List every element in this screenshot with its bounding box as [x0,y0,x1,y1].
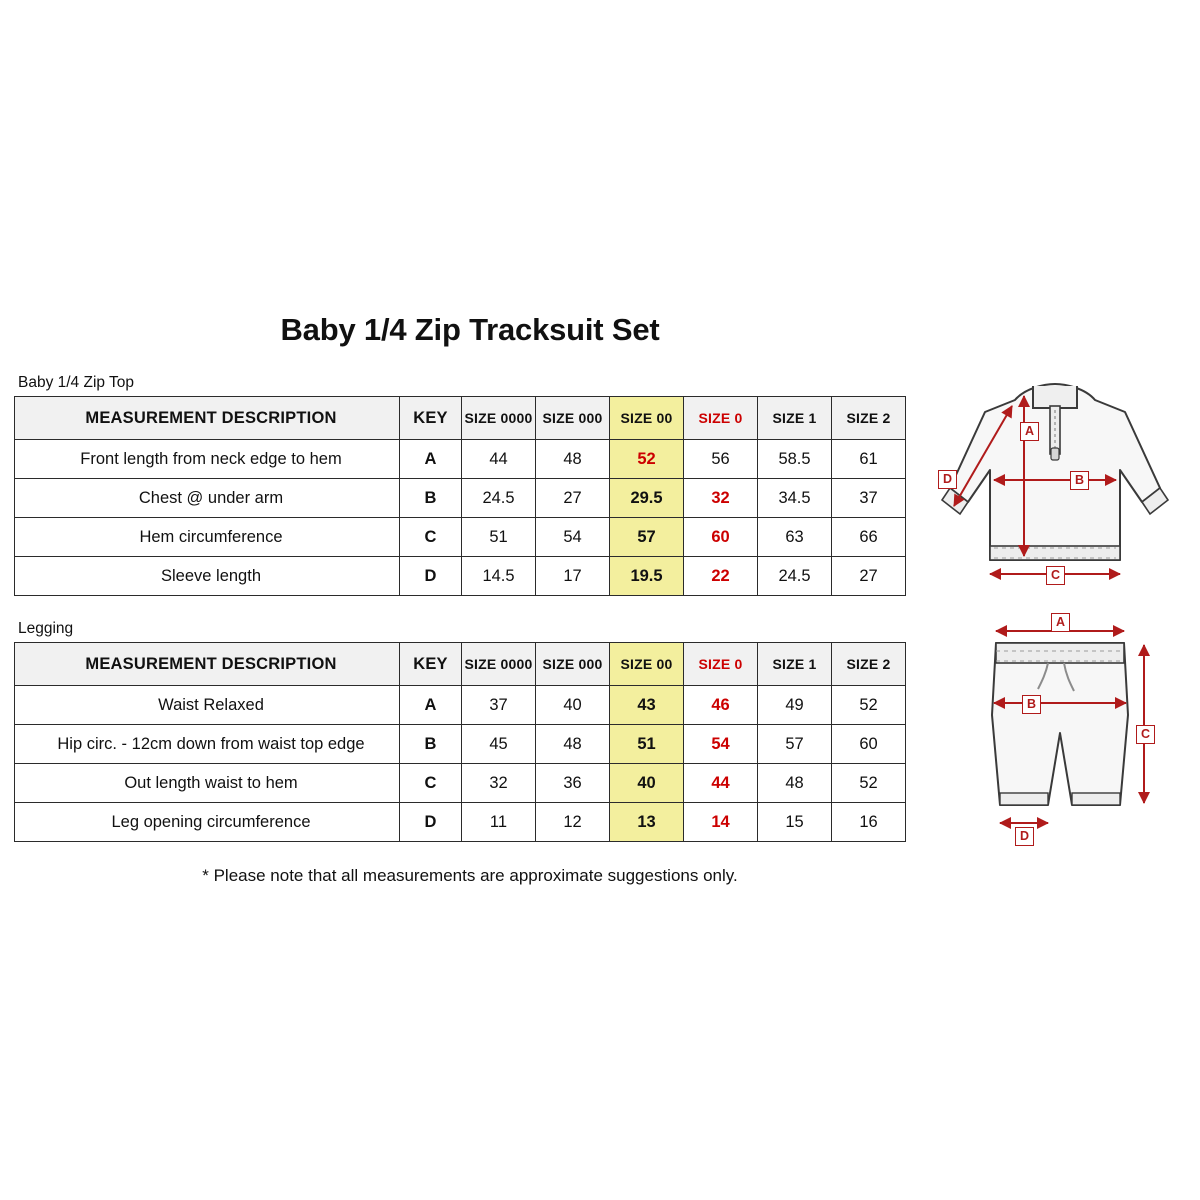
section-caption-legging: Legging [18,620,74,637]
column-header-size-0: SIZE 0 [684,643,758,686]
measurement-value: 44 [462,440,536,479]
column-header-size-2: SIZE 2 [832,643,906,686]
column-header-size-1: SIZE 1 [758,397,832,440]
measurement-value: 24.5 [758,557,832,596]
footnote: * Please note that all measurements are approximate suggestions only. [202,866,738,885]
section-caption-top: Baby 1/4 Zip Top [18,374,135,391]
measurement-value: 48 [536,725,610,764]
measurement-value: 37 [832,479,906,518]
table-row [15,479,906,518]
measurement-key: B [400,479,462,518]
measurement-value: 54 [684,725,758,764]
column-header-size-00: SIZE 00 [610,397,684,440]
table-row [15,764,906,803]
table-row [15,803,906,842]
measurement-value: 48 [758,764,832,803]
measurement-value: 27 [536,479,610,518]
table-row [15,557,906,596]
column-header-size-000: SIZE 000 [536,643,610,686]
dimension-label-a: A [1020,422,1039,441]
measurement-value: 17 [536,557,610,596]
quarter-zip-top-diagram [920,370,1190,600]
table-row [15,686,906,725]
measurement-value: 66 [832,518,906,557]
measurement-value: 22 [684,557,758,596]
column-header-size-2: SIZE 2 [832,397,906,440]
measurement-value: 32 [462,764,536,803]
measurement-value: 52 [832,686,906,725]
column-header-size-1: SIZE 1 [758,643,832,686]
column-header-size-0000: SIZE 0000 [462,397,536,440]
measurement-key: C [400,518,462,557]
measurement-value: 48 [536,440,610,479]
measurement-value: 29.5 [610,479,684,518]
legging-illustration [960,605,1190,865]
dimension-label-c: C [1136,725,1155,744]
measurement-key: A [400,440,462,479]
measurement-value: 13 [610,803,684,842]
size-table-legging [14,642,906,842]
measurement-value: 56 [684,440,758,479]
dimension-label-a: A [1051,613,1070,632]
measurement-value: 32 [684,479,758,518]
measurement-key: D [400,803,462,842]
measurement-value: 15 [758,803,832,842]
measurement-value: 16 [832,803,906,842]
measurement-value: 60 [684,518,758,557]
column-header-size-000: SIZE 000 [536,397,610,440]
table-row [15,518,906,557]
measurement-value: 58.5 [758,440,832,479]
measurement-value: 19.5 [610,557,684,596]
measurement-value: 46 [684,686,758,725]
measurement-key: B [400,725,462,764]
column-header-description: MEASUREMENT DESCRIPTION [15,397,400,440]
measurement-value: 12 [536,803,610,842]
measurement-description: Hip circ. - 12cm down from waist top edge [15,725,400,764]
measurement-value: 60 [832,725,906,764]
dimension-label-c: C [1046,566,1065,585]
measurement-value: 14.5 [462,557,536,596]
measurement-description: Sleeve length [15,557,400,596]
measurement-value: 63 [758,518,832,557]
measurement-value: 49 [758,686,832,725]
column-header-size-0: SIZE 0 [684,397,758,440]
column-header-description: MEASUREMENT DESCRIPTION [15,643,400,686]
measurement-value: 45 [462,725,536,764]
measurement-description: Leg opening circumference [15,803,400,842]
measurement-description: Chest @ under arm [15,479,400,518]
measurement-description: Waist Relaxed [15,686,400,725]
measurement-value: 51 [462,518,536,557]
measurement-value: 54 [536,518,610,557]
column-header-key: KEY [400,643,462,686]
measurement-value: 11 [462,803,536,842]
measurement-value: 57 [758,725,832,764]
measurement-value: 14 [684,803,758,842]
table-header-row [15,397,906,440]
measurement-value: 27 [832,557,906,596]
measurement-description: Front length from neck edge to hem [15,440,400,479]
measurement-value: 36 [536,764,610,803]
column-header-size-0000: SIZE 0000 [462,643,536,686]
measurement-key: C [400,764,462,803]
table-row [15,725,906,764]
dimension-label-d: D [1015,827,1034,846]
measurement-value: 44 [684,764,758,803]
table-header-row [15,643,906,686]
measurement-value: 61 [832,440,906,479]
measurement-value: 40 [610,764,684,803]
dimension-label-b: B [1070,471,1089,490]
page-title: Baby 1/4 Zip Tracksuit Set [280,312,660,347]
dimension-label-b: B [1022,695,1041,714]
measurement-value: 52 [832,764,906,803]
column-header-size-00: SIZE 00 [610,643,684,686]
measurement-value: 34.5 [758,479,832,518]
measurement-value: 57 [610,518,684,557]
measurement-value: 52 [610,440,684,479]
legging-diagram [960,605,1190,865]
measurement-value: 51 [610,725,684,764]
column-header-key: KEY [400,397,462,440]
measurement-description: Out length waist to hem [15,764,400,803]
measurement-key: D [400,557,462,596]
table-row [15,440,906,479]
size-table-top [14,396,906,596]
measurement-description: Hem circumference [15,518,400,557]
measurement-key: A [400,686,462,725]
measurement-value: 37 [462,686,536,725]
measurement-value: 24.5 [462,479,536,518]
measurement-value: 40 [536,686,610,725]
dimension-label-d: D [938,470,957,489]
measurement-value: 43 [610,686,684,725]
